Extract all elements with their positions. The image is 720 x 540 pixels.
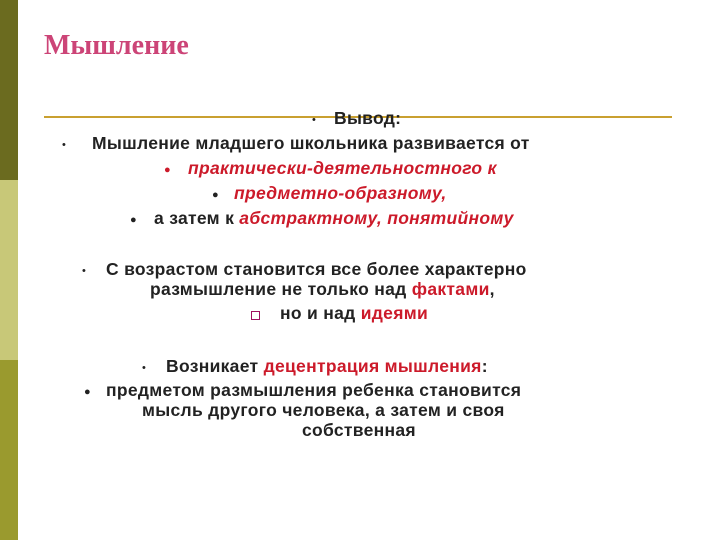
text-line-6 <box>150 279 495 300</box>
bullet-dot-icon: ● <box>212 189 219 201</box>
text-line-8 <box>166 356 488 377</box>
text-line-6-start: размышление не только над <box>150 279 412 299</box>
text-line-1: Мышление младшего школьника развивается от <box>92 133 530 153</box>
text-line-4-start: а затем к <box>154 208 240 228</box>
side-stripe-top <box>0 0 18 180</box>
text-line-10: мысль другого человека, а затем и своя <box>142 400 505 420</box>
text-line-5: С возрастом становится все более характерно <box>106 259 527 279</box>
bullet-dot-icon: ● <box>84 386 91 398</box>
text-line-7 <box>280 303 428 324</box>
bullet-dot-icon: • <box>142 362 146 374</box>
text-line-8-start: Возникает <box>166 356 264 376</box>
side-stripe-bottom <box>0 360 18 540</box>
text-line-6-highlight: фактами <box>411 279 490 299</box>
text-line-11: собственная <box>302 420 416 440</box>
bullet-dot-icon: ● <box>164 164 171 176</box>
bullet-dot-icon: • <box>62 139 66 151</box>
text-line-8-highlight: децентрация мышления <box>263 356 482 376</box>
text-line-2: практически-деятельностного к <box>188 158 497 178</box>
text-line-4 <box>154 208 514 229</box>
bullet-dot-icon: ● <box>130 214 137 226</box>
text-line-6-end: , <box>489 279 495 299</box>
side-stripe-middle <box>0 180 18 360</box>
bullet-dot-icon: • <box>312 114 316 126</box>
bullet-dot-icon: • <box>82 265 86 277</box>
text-line-9: предметом размышления ребенка становится <box>106 380 522 400</box>
slide-title: Мышление <box>44 30 189 61</box>
text-line-4-highlight: абстрактному, понятийному <box>239 208 514 228</box>
text-line-7-highlight: идеями <box>360 303 429 323</box>
square-bullet-icon <box>251 311 260 320</box>
text-line-3: предметно-образному, <box>234 183 447 203</box>
text-line-7-start: но и над <box>280 303 361 323</box>
text-line-8-end: : <box>481 356 488 376</box>
conclusion-label: Вывод: <box>334 108 402 128</box>
